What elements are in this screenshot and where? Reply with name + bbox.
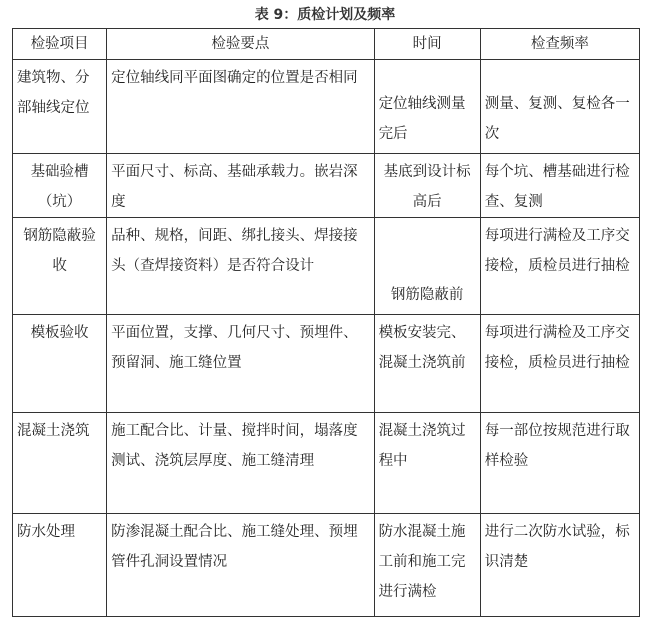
table-row [13,218,640,315]
table-caption: 表 9：质检计划及频率 [254,7,396,23]
time-text: 钢筋隐蔽前 [390,287,464,303]
item-cell [13,413,107,514]
item-text: 模板验收 [30,325,89,341]
time-text: 防水混凝土施工前和施工完进行满检 [378,524,466,600]
table-row [13,315,640,413]
time-cell [374,514,480,617]
item-cell [13,154,107,218]
table-row [13,154,640,218]
points-text: 品种、规格，间距、绑扎接头、焊接接头（查焊接资料）是否符合设计 [111,228,358,274]
points-cell [107,514,374,617]
frequency-cell [480,60,639,154]
frequency-cell [480,413,639,514]
time-text: 混凝土浇筑过程中 [378,423,466,469]
item-cell [13,60,107,154]
table-row [13,60,640,154]
points-text: 施工配合比、计量、搅拌时间，塌落度测试、浇筑层厚度、施工缝清理 [111,423,358,469]
item-cell [13,315,107,413]
frequency-text: 进行二次防水试验，标识清楚 [484,524,630,570]
frequency-text: 每个坑、槽基础进行检查、复测 [484,164,630,210]
header-points: 检验要点 [107,29,374,60]
time-text: 基底到设计标高后 [383,164,471,210]
frequency-cell [480,218,639,315]
frequency-cell [480,514,639,617]
time-cell [374,413,480,514]
item-text: 防水处理 [17,524,75,540]
time-cell [374,154,480,218]
item-text: 建筑物、分部轴线定位 [17,70,90,116]
time-cell [374,218,480,315]
points-text: 平面位置，支撑、几何尺寸、预埋件、预留洞、施工缝位置 [111,325,358,371]
header-frequency: 检查频率 [480,29,639,60]
frequency-text: 每一部位按规范进行取样检验 [484,423,630,469]
time-text: 模板安装完、混凝土浇筑前 [378,325,466,371]
header-item: 检验项目 [13,29,107,60]
frequency-cell [480,154,639,218]
item-text: 钢筋隐蔽验收 [23,228,96,274]
header-time: 时间 [374,29,480,60]
header-row [13,29,640,60]
time-text: 定位轴线测量完后 [378,96,466,142]
points-text: 防渗混凝土配合比、施工缝处理、预埋管件孔洞设置情况 [111,524,358,570]
table-row [13,413,640,514]
points-cell [107,315,374,413]
points-cell [107,413,374,514]
item-cell [13,218,107,315]
points-cell [107,154,374,218]
points-cell [107,218,374,315]
points-text: 定位轴线同平面图确定的位置是否相同 [111,70,358,86]
points-cell [107,60,374,154]
item-cell [13,514,107,617]
time-cell [374,60,480,154]
frequency-cell [480,315,639,413]
quality-inspection-table [12,28,640,617]
points-text: 平面尺寸、标高、基础承载力。嵌岩深度 [111,164,358,210]
frequency-text: 每项进行满检及工序交接检，质检员进行抽检 [484,325,630,371]
item-text: 基础验槽（坑） [30,164,89,210]
frequency-text: 测量、复测、复检各一次 [484,96,630,142]
frequency-text: 每项进行满检及工序交接检，质检员进行抽检 [484,228,630,274]
table-row [13,514,640,617]
time-cell [374,315,480,413]
item-text: 混凝土浇筑 [17,423,90,439]
